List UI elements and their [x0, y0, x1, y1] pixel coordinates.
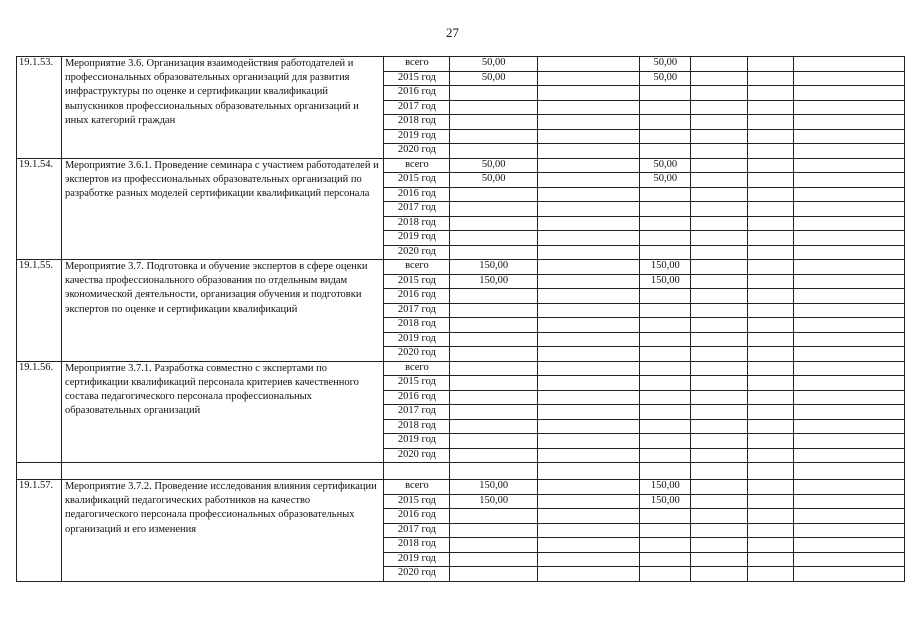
amount-cell-6: [793, 158, 904, 173]
amount-cell-4: [691, 216, 748, 231]
amount-cell-1: [450, 86, 538, 101]
amount-cell-3: 150,00: [640, 274, 691, 289]
period-cell: 2015 год: [384, 173, 450, 188]
period-cell: 2019 год: [384, 434, 450, 449]
amount-cell-6: [793, 509, 904, 524]
amount-cell-3: 150,00: [640, 494, 691, 509]
amount-cell-2: [537, 86, 639, 101]
amount-cell-6: [793, 71, 904, 86]
amount-cell-4: [691, 158, 748, 173]
amount-cell-4: [691, 318, 748, 333]
item-code: 19.1.56.: [17, 361, 62, 463]
amount-cell-4: [691, 86, 748, 101]
amount-cell-6: [793, 86, 904, 101]
amount-cell-5: [747, 347, 793, 362]
item-description: Мероприятие 3.6.1. Проведение семинара с участием работодателей и экспертов из профессиональных образовательных организаций по разработке разных моделей сертификации квалификаций персонала: [61, 158, 384, 260]
amount-cell-6: [793, 405, 904, 420]
amount-cell-5: [747, 405, 793, 420]
amount-cell-6: [793, 347, 904, 362]
amount-cell-1: [450, 332, 538, 347]
amount-cell-2: [537, 361, 639, 376]
amount-cell-3: [640, 448, 691, 463]
page-number: 27: [446, 25, 459, 40]
amount-cell-4: [691, 494, 748, 509]
period-cell: 2018 год: [384, 318, 450, 333]
amount-cell-5: [747, 523, 793, 538]
amount-cell-6: [793, 173, 904, 188]
amount-cell-3: 50,00: [640, 173, 691, 188]
period-cell: всего: [384, 57, 450, 72]
period-cell: 2017 год: [384, 523, 450, 538]
amount-cell-1: [450, 245, 538, 260]
amount-cell-6: [793, 332, 904, 347]
period-cell: 2015 год: [384, 71, 450, 86]
amount-cell-6: [793, 523, 904, 538]
period-cell: всего: [384, 260, 450, 275]
period-cell: 2016 год: [384, 86, 450, 101]
amount-cell-3: [640, 216, 691, 231]
item-description: Мероприятие 3.6. Организация взаимодействия работодателей и профессиональных образовательных организаций для развития инфраструктуры по оценке и сертификации квалификаций выпускников профессиональных образовательных организаций и иных категорий граждан: [61, 57, 384, 159]
amount-cell-6: [793, 376, 904, 391]
item-code: 19.1.53.: [17, 57, 62, 159]
amount-cell-2: [537, 434, 639, 449]
amount-cell-5: [747, 567, 793, 582]
amount-cell-1: 150,00: [450, 494, 538, 509]
amount-cell-3: [640, 567, 691, 582]
amount-cell-2: [537, 187, 639, 202]
amount-cell-6: [793, 129, 904, 144]
amount-cell-2: [537, 538, 639, 553]
gap-cell: [793, 463, 904, 480]
amount-cell-2: [537, 274, 639, 289]
period-cell: 2020 год: [384, 347, 450, 362]
gap-cell: [640, 463, 691, 480]
period-cell: всего: [384, 361, 450, 376]
amount-cell-4: [691, 567, 748, 582]
amount-cell-4: [691, 144, 748, 159]
amount-cell-1: [450, 202, 538, 217]
amount-cell-3: [640, 523, 691, 538]
amount-cell-4: [691, 405, 748, 420]
period-cell: 2017 год: [384, 303, 450, 318]
amount-cell-3: 150,00: [640, 260, 691, 275]
amount-cell-2: [537, 289, 639, 304]
amount-cell-1: [450, 361, 538, 376]
amount-cell-2: [537, 245, 639, 260]
amount-cell-1: [450, 419, 538, 434]
period-cell: 2015 год: [384, 494, 450, 509]
amount-cell-1: 50,00: [450, 158, 538, 173]
amount-cell-2: [537, 216, 639, 231]
amount-cell-1: 50,00: [450, 57, 538, 72]
amount-cell-2: [537, 260, 639, 275]
amount-cell-4: [691, 231, 748, 246]
amount-cell-3: [640, 303, 691, 318]
amount-cell-5: [747, 361, 793, 376]
amount-cell-4: [691, 509, 748, 524]
period-cell: 2017 год: [384, 405, 450, 420]
amount-cell-5: [747, 332, 793, 347]
amount-cell-2: [537, 129, 639, 144]
amount-cell-3: [640, 419, 691, 434]
amount-cell-2: [537, 303, 639, 318]
amount-cell-1: [450, 289, 538, 304]
item-description: Мероприятие 3.7. Подготовка и обучение экспертов в сфере оценки качества профессионального образования по отдельным видам экономической деятельности, организация обучения и подготовки экспертов по оценке и сертификации квалификаций: [61, 260, 384, 362]
amount-cell-6: [793, 100, 904, 115]
period-cell: 2016 год: [384, 509, 450, 524]
amount-cell-4: [691, 100, 748, 115]
amount-cell-4: [691, 552, 748, 567]
amount-cell-4: [691, 361, 748, 376]
amount-cell-1: [450, 538, 538, 553]
period-cell: 2020 год: [384, 245, 450, 260]
period-cell: 2020 год: [384, 448, 450, 463]
amount-cell-2: [537, 494, 639, 509]
amount-cell-4: [691, 260, 748, 275]
amount-cell-2: [537, 567, 639, 582]
amount-cell-3: [640, 187, 691, 202]
amount-cell-6: [793, 494, 904, 509]
amount-cell-6: [793, 245, 904, 260]
amount-cell-6: [793, 231, 904, 246]
amount-cell-1: [450, 100, 538, 115]
amount-cell-5: [747, 509, 793, 524]
amount-cell-2: [537, 509, 639, 524]
amount-cell-1: [450, 231, 538, 246]
amount-cell-6: [793, 318, 904, 333]
period-cell: всего: [384, 480, 450, 495]
amount-cell-3: [640, 231, 691, 246]
amount-cell-3: [640, 100, 691, 115]
amount-cell-2: [537, 144, 639, 159]
amount-cell-5: [747, 538, 793, 553]
amount-cell-6: [793, 216, 904, 231]
amount-cell-1: 150,00: [450, 260, 538, 275]
amount-cell-6: [793, 202, 904, 217]
amount-cell-4: [691, 538, 748, 553]
table-row: [17, 361, 905, 376]
amount-cell-1: 50,00: [450, 173, 538, 188]
amount-cell-2: [537, 405, 639, 420]
amount-cell-4: [691, 173, 748, 188]
amount-cell-6: [793, 434, 904, 449]
amount-cell-4: [691, 187, 748, 202]
period-cell: 2016 год: [384, 187, 450, 202]
table-row: [17, 260, 905, 275]
table-row: [17, 158, 905, 173]
amount-cell-2: [537, 115, 639, 130]
amount-cell-3: [640, 115, 691, 130]
period-cell: 2017 год: [384, 100, 450, 115]
amount-cell-3: [640, 332, 691, 347]
amount-cell-1: [450, 552, 538, 567]
period-cell: 2018 год: [384, 538, 450, 553]
section-gap: [17, 463, 905, 480]
amount-cell-3: [640, 376, 691, 391]
amount-cell-4: [691, 71, 748, 86]
amount-cell-4: [691, 289, 748, 304]
gap-cell: [450, 463, 538, 480]
amount-cell-2: [537, 552, 639, 567]
item-description: Мероприятие 3.7.2. Проведение исследования влияния сертификации квалификаций педагогических работников на качество педагогического персонала профессиональных образовательных организаций и его изменения: [61, 480, 384, 582]
amount-cell-2: [537, 419, 639, 434]
amount-cell-5: [747, 303, 793, 318]
amount-cell-1: [450, 567, 538, 582]
amount-cell-6: [793, 260, 904, 275]
amount-cell-1: [450, 187, 538, 202]
amount-cell-3: 50,00: [640, 158, 691, 173]
amount-cell-5: [747, 245, 793, 260]
amount-cell-1: 150,00: [450, 480, 538, 495]
amount-cell-6: [793, 390, 904, 405]
period-cell: 2019 год: [384, 332, 450, 347]
amount-cell-6: [793, 567, 904, 582]
amount-cell-4: [691, 332, 748, 347]
amount-cell-2: [537, 71, 639, 86]
amount-cell-5: [747, 216, 793, 231]
gap-cell: [61, 463, 384, 480]
amount-cell-1: [450, 376, 538, 391]
period-cell: 2015 год: [384, 274, 450, 289]
amount-cell-1: [450, 509, 538, 524]
period-cell: 2020 год: [384, 567, 450, 582]
amount-cell-6: [793, 144, 904, 159]
amount-cell-6: [793, 552, 904, 567]
amount-cell-5: [747, 144, 793, 159]
amount-cell-2: [537, 376, 639, 391]
amount-cell-2: [537, 332, 639, 347]
amount-cell-5: [747, 86, 793, 101]
amount-cell-3: 50,00: [640, 57, 691, 72]
amount-cell-2: [537, 231, 639, 246]
amount-cell-4: [691, 202, 748, 217]
amount-cell-4: [691, 448, 748, 463]
period-cell: 2019 год: [384, 552, 450, 567]
budget-table: [16, 56, 905, 582]
amount-cell-2: [537, 448, 639, 463]
amount-cell-4: [691, 129, 748, 144]
period-cell: 2017 год: [384, 202, 450, 217]
amount-cell-3: [640, 318, 691, 333]
amount-cell-5: [747, 202, 793, 217]
amount-cell-1: [450, 115, 538, 130]
amount-cell-1: [450, 303, 538, 318]
amount-cell-4: [691, 57, 748, 72]
gap-cell: [384, 463, 450, 480]
amount-cell-3: [640, 405, 691, 420]
period-cell: 2016 год: [384, 289, 450, 304]
amount-cell-2: [537, 100, 639, 115]
amount-cell-6: [793, 303, 904, 318]
amount-cell-1: [450, 523, 538, 538]
amount-cell-5: [747, 158, 793, 173]
amount-cell-5: [747, 115, 793, 130]
period-cell: 2019 год: [384, 231, 450, 246]
amount-cell-5: [747, 71, 793, 86]
amount-cell-5: [747, 419, 793, 434]
amount-cell-4: [691, 347, 748, 362]
amount-cell-4: [691, 274, 748, 289]
item-code: 19.1.57.: [17, 480, 62, 582]
amount-cell-5: [747, 434, 793, 449]
amount-cell-3: [640, 144, 691, 159]
amount-cell-3: [640, 86, 691, 101]
item-code: 19.1.54.: [17, 158, 62, 260]
period-cell: 2018 год: [384, 216, 450, 231]
amount-cell-1: [450, 347, 538, 362]
amount-cell-2: [537, 480, 639, 495]
table-row: [17, 480, 905, 495]
amount-cell-5: [747, 552, 793, 567]
amount-cell-2: [537, 57, 639, 72]
period-cell: 2018 год: [384, 115, 450, 130]
gap-cell: [691, 463, 748, 480]
amount-cell-4: [691, 376, 748, 391]
period-cell: 2016 год: [384, 390, 450, 405]
amount-cell-1: [450, 390, 538, 405]
amount-cell-3: [640, 390, 691, 405]
amount-cell-6: [793, 448, 904, 463]
amount-cell-2: [537, 318, 639, 333]
amount-cell-2: [537, 202, 639, 217]
period-cell: 2019 год: [384, 129, 450, 144]
amount-cell-5: [747, 231, 793, 246]
amount-cell-5: [747, 100, 793, 115]
amount-cell-4: [691, 245, 748, 260]
amount-cell-3: 50,00: [640, 71, 691, 86]
amount-cell-1: [450, 448, 538, 463]
amount-cell-5: [747, 57, 793, 72]
amount-cell-5: [747, 289, 793, 304]
amount-cell-5: [747, 494, 793, 509]
amount-cell-6: [793, 538, 904, 553]
amount-cell-4: [691, 523, 748, 538]
amount-cell-5: [747, 448, 793, 463]
amount-cell-5: [747, 480, 793, 495]
amount-cell-6: [793, 289, 904, 304]
amount-cell-3: [640, 129, 691, 144]
amount-cell-5: [747, 129, 793, 144]
amount-cell-4: [691, 480, 748, 495]
amount-cell-3: [640, 434, 691, 449]
amount-cell-6: [793, 480, 904, 495]
amount-cell-1: [450, 144, 538, 159]
period-cell: 2018 год: [384, 419, 450, 434]
amount-cell-5: [747, 173, 793, 188]
amount-cell-1: [450, 129, 538, 144]
amount-cell-6: [793, 274, 904, 289]
amount-cell-2: [537, 390, 639, 405]
amount-cell-4: [691, 303, 748, 318]
gap-cell: [747, 463, 793, 480]
amount-cell-3: [640, 202, 691, 217]
amount-cell-4: [691, 419, 748, 434]
amount-cell-5: [747, 260, 793, 275]
amount-cell-6: [793, 57, 904, 72]
amount-cell-1: [450, 405, 538, 420]
amount-cell-5: [747, 390, 793, 405]
period-cell: всего: [384, 158, 450, 173]
amount-cell-5: [747, 187, 793, 202]
amount-cell-2: [537, 347, 639, 362]
amount-cell-1: [450, 216, 538, 231]
amount-cell-3: 150,00: [640, 480, 691, 495]
table-row: [17, 57, 905, 72]
amount-cell-6: [793, 187, 904, 202]
amount-cell-1: [450, 434, 538, 449]
amount-cell-6: [793, 419, 904, 434]
item-description: Мероприятие 3.7.1. Разработка совместно с экспертами по сертификации квалификаций персонала критериев качественного состава педагогического персонала профессиональных образовательных организаций: [61, 361, 384, 463]
amount-cell-2: [537, 158, 639, 173]
amount-cell-4: [691, 115, 748, 130]
amount-cell-3: [640, 509, 691, 524]
amount-cell-1: [450, 318, 538, 333]
amount-cell-1: 150,00: [450, 274, 538, 289]
amount-cell-6: [793, 115, 904, 130]
gap-cell: [537, 463, 639, 480]
amount-cell-4: [691, 390, 748, 405]
amount-cell-5: [747, 318, 793, 333]
amount-cell-3: [640, 245, 691, 260]
amount-cell-3: [640, 289, 691, 304]
amount-cell-2: [537, 523, 639, 538]
amount-cell-3: [640, 538, 691, 553]
item-code: 19.1.55.: [17, 260, 62, 362]
period-cell: 2015 год: [384, 376, 450, 391]
amount-cell-3: [640, 347, 691, 362]
amount-cell-6: [793, 361, 904, 376]
gap-cell: [17, 463, 62, 480]
amount-cell-4: [691, 434, 748, 449]
amount-cell-5: [747, 376, 793, 391]
amount-cell-2: [537, 173, 639, 188]
amount-cell-5: [747, 274, 793, 289]
amount-cell-1: 50,00: [450, 71, 538, 86]
period-cell: 2020 год: [384, 144, 450, 159]
amount-cell-3: [640, 552, 691, 567]
amount-cell-3: [640, 361, 691, 376]
